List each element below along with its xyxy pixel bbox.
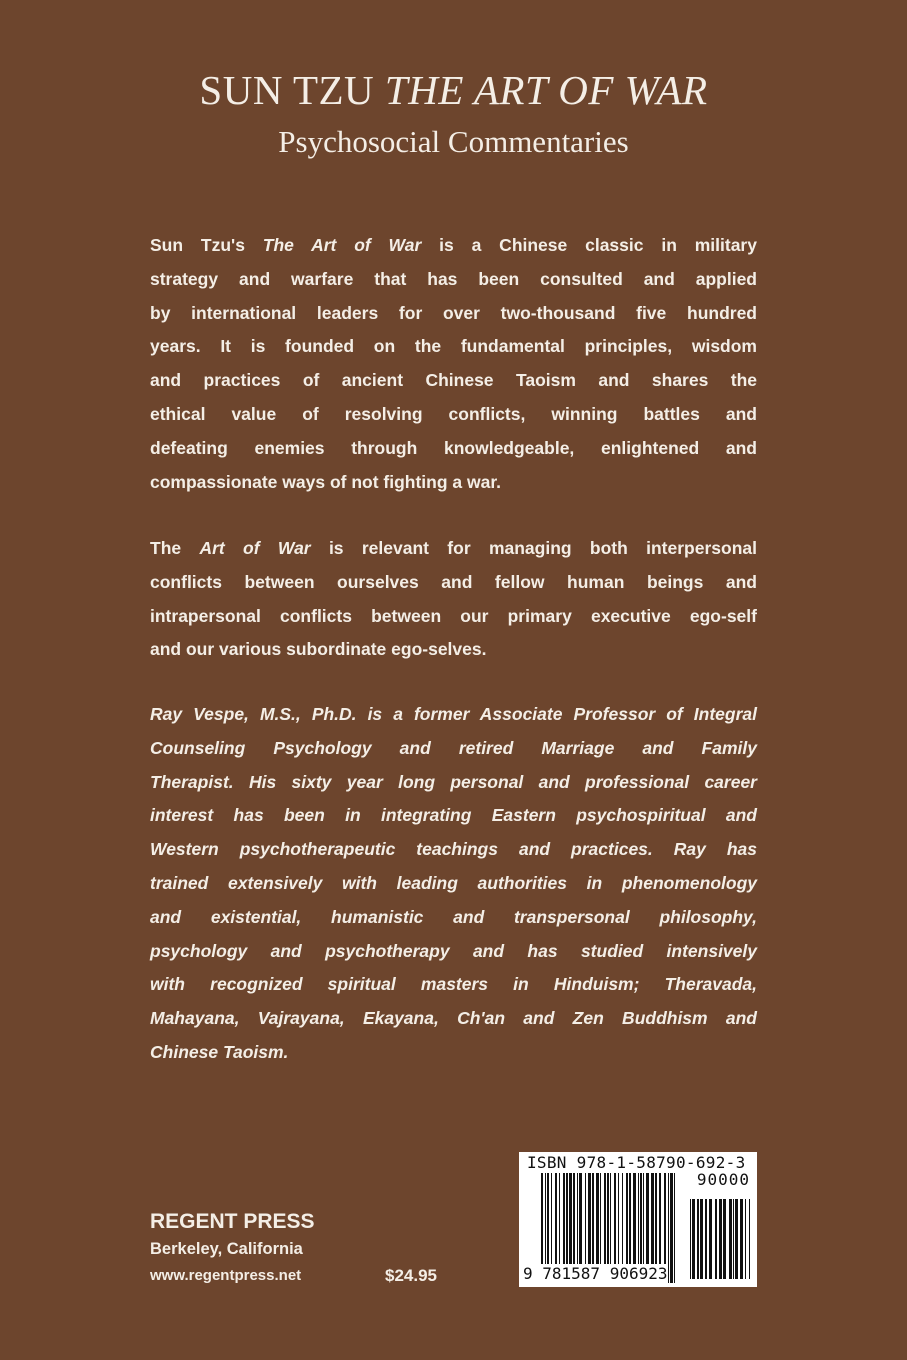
barcode-bar bbox=[735, 1199, 738, 1279]
text-line: and practices of ancient Chinese Taoism and shares the bbox=[150, 370, 757, 391]
author-bio bbox=[150, 698, 757, 1070]
barcode-bar bbox=[674, 1173, 675, 1283]
text-line: trained extensively with leading authorities in phenomenology bbox=[150, 872, 757, 893]
text-line: Western psychotherapeutic teachings and practices. Ray has bbox=[150, 839, 757, 860]
price: $24.95 bbox=[385, 1266, 437, 1285]
book-subtitle: Psychosocial Commentaries bbox=[278, 124, 629, 159]
book-title-reference: Art of War bbox=[199, 538, 311, 558]
text-segment: is a Chinese classic in military bbox=[421, 235, 757, 255]
barcode-bar bbox=[740, 1199, 743, 1279]
barcode-bar bbox=[723, 1199, 726, 1279]
book-title-reference: The Art of War bbox=[262, 235, 422, 255]
text-line: and our various subordinate ego-selves. bbox=[150, 639, 487, 660]
description-paragraph-2 bbox=[150, 532, 757, 667]
barcode-bar bbox=[749, 1199, 750, 1279]
text-line: interest has been in integrating Eastern psychospiritual and bbox=[150, 805, 757, 826]
text-line: by international leaders for over two-thousand five hundred bbox=[150, 302, 757, 323]
barcode-bar bbox=[709, 1199, 712, 1279]
author-name: SUN TZU bbox=[199, 67, 385, 113]
barcode-bar bbox=[697, 1199, 699, 1279]
barcode-bar bbox=[705, 1199, 707, 1279]
description-paragraph-1 bbox=[150, 229, 757, 499]
text-segment: Sun Tzu's bbox=[150, 235, 263, 255]
ean-number: 9 781587 906923 bbox=[523, 1264, 668, 1283]
title-italic: THE ART OF WAR bbox=[384, 67, 708, 113]
isbn-number: ISBN 978-1-58790-692-3 bbox=[527, 1153, 746, 1172]
publisher-website: www.regentpress.net bbox=[150, 1267, 302, 1284]
text-line: with recognized spiritual masters in Hinduism; Theravada, bbox=[150, 974, 757, 995]
book-title bbox=[0, 66, 907, 114]
text-line: Counseling Psychology and retired Marriage and Family bbox=[150, 737, 757, 758]
publisher-name: REGENT PRESS bbox=[150, 1210, 315, 1233]
text-line bbox=[150, 229, 757, 263]
price-addon-code: 90000 bbox=[696, 1170, 750, 1189]
barcode-bar bbox=[719, 1199, 722, 1279]
text-line: ethical value of resolving conflicts, winning battles and bbox=[150, 403, 757, 424]
barcode-bar bbox=[715, 1199, 717, 1279]
text-line: and existential, humanistic and transpersonal philosophy, bbox=[150, 906, 757, 927]
text-line: Mahayana, Vajrayana, Ekayana, Ch'an and Zen Buddhism and bbox=[150, 1008, 757, 1029]
barcode-bar bbox=[670, 1173, 673, 1283]
barcode-bar bbox=[700, 1199, 703, 1279]
text-line: strategy and warfare that has been consulted and applied bbox=[150, 268, 757, 289]
text-segment: The bbox=[150, 538, 200, 558]
text-line: intrapersonal conflicts between our primary executive ego-self bbox=[150, 605, 757, 626]
text-line: psychology and psychotherapy and has studied intensively bbox=[150, 940, 757, 961]
barcode-bar bbox=[733, 1199, 734, 1279]
text-line: Chinese Taoism. bbox=[150, 1041, 289, 1062]
text-segment: is relevant for managing both interpersonal bbox=[310, 538, 757, 558]
text-line: years. It is founded on the fundamental principles, wisdom bbox=[150, 336, 757, 357]
barcode-bar bbox=[690, 1199, 691, 1279]
text-line bbox=[150, 532, 757, 566]
barcode-bar bbox=[745, 1199, 746, 1279]
text-line: compassionate ways of not fighting a war. bbox=[150, 471, 502, 492]
text-line: Therapist. His sixty year long personal and professional career bbox=[150, 771, 757, 792]
text-line: conflicts between ourselves and fellow human beings and bbox=[150, 571, 757, 592]
publisher-location: Berkeley, California bbox=[150, 1240, 303, 1258]
barcode-bar bbox=[729, 1199, 732, 1279]
isbn-barcode bbox=[519, 1152, 757, 1287]
text-line: defeating enemies through knowledgeable, enlightened and bbox=[150, 437, 757, 458]
barcode-bar bbox=[668, 1173, 669, 1283]
text-line: Ray Vespe, M.S., Ph.D. is a former Associate Professor of Integral bbox=[150, 704, 757, 724]
barcode-bar bbox=[692, 1199, 695, 1279]
